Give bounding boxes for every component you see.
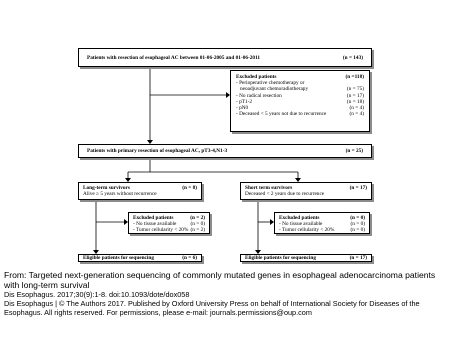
box-eligible-short-term <box>240 254 372 262</box>
excluded-long-term-title: Excluded patients <box>133 215 174 221</box>
excluded-long-term-count: (n = 2) <box>190 215 205 221</box>
eligible-short-term-count: (n = 17) <box>349 255 367 261</box>
figure-caption <box>4 270 448 317</box>
excluded-initial-count: (n =118) <box>345 74 364 80</box>
excluded-reason-label: - No tissue available <box>133 221 177 228</box>
excluded-reason-count: (n = 4) <box>349 105 364 112</box>
box-primary-resection <box>78 144 372 158</box>
excluded-reason-count: (n = 0) <box>350 227 365 234</box>
excluded-short-term-title: Excluded patients <box>279 215 320 221</box>
excluded-initial-title: Excluded patients <box>236 74 277 80</box>
long-term-count: (n = 8) <box>182 185 197 191</box>
long-term-description: Alive ≥ 5 years without recurrence <box>83 191 157 198</box>
caption-citation: Dis Esophagus. 2017;30(9):1-8. doi:10.1093/dote/dox058 <box>4 290 190 299</box>
short-term-count: (n = 17) <box>349 185 367 191</box>
box-excluded-initial <box>230 70 370 132</box>
excluded-reason-count: (n = 0) <box>190 221 205 228</box>
primary-resection-label: Patients with primary resection of esophageal AC, pT3-4,N1-3 <box>87 148 228 154</box>
excluded-reason-label: - Perioperative chemotherapy or <box>236 80 305 87</box>
all-patients-label: Patients with resection of esophageal AC between 01-06-2005 and 01-06-2011 <box>87 55 261 61</box>
short-term-title: Short term survivors <box>245 185 293 191</box>
excluded-reason-label: - No tissue available <box>279 221 323 228</box>
excluded-reason-count: (n = 2) <box>190 227 205 234</box>
eligible-long-term-count: (n = 6) <box>182 255 197 261</box>
primary-resection-row <box>87 148 363 154</box>
excluded-long-term-reason <box>133 227 205 233</box>
primary-resection-count: (n = 25) <box>345 148 363 154</box>
excluded-reason-label: - pT1-2 <box>236 98 253 105</box>
long-term-title: Long-term survivors <box>83 185 130 191</box>
box-excluded-long-term <box>128 212 210 234</box>
box-all-patients <box>78 48 372 67</box>
all-patients-row <box>87 55 363 61</box>
excluded-short-term-count: (n = 0) <box>350 215 365 221</box>
excluded-reason-row <box>236 111 364 117</box>
eligible-long-term-label: Eligible patients for sequencing <box>83 255 154 261</box>
box-eligible-long-term <box>78 254 202 262</box>
caption-from: From: Targeted next-generation sequencing of commonly mutated genes in esophageal adenocarcinoma patients with long-term survival <box>4 270 436 290</box>
eligible-long-term-row <box>83 255 197 262</box>
box-short-term-survivors <box>240 182 372 200</box>
excluded-reason-label: - Tumor cellularity < 20% <box>133 227 189 234</box>
excluded-reason-count: (n = 4) <box>349 111 364 118</box>
excluded-reason-count: (n = 0) <box>350 221 365 228</box>
all-patients-count: (n = 143) <box>342 55 363 61</box>
eligible-short-term-row <box>245 255 367 262</box>
box-long-term-survivors <box>78 182 202 200</box>
excluded-reason-count: (n = 75) <box>346 86 364 93</box>
caption-copyright: Dis Esophagus | © The Authors 2017. Published by Oxford University Press on behalf of International Society for Diseases of the Esophagus. All rights reserved. For permissions, please e-mail: journals.permissions@oup.com <box>4 299 420 317</box>
excluded-reason-count: (n = 18) <box>346 98 364 105</box>
excluded-reason-label: - Tumor cellularity < 20% <box>279 227 335 234</box>
excluded-reason-label: - Deceased < 5 years not due to recurrence <box>236 111 327 118</box>
short-term-description: Deceased < 2 years due to recurrence <box>245 191 325 198</box>
excluded-short-term-reason <box>279 227 365 233</box>
excluded-reason-label: - No radical resection <box>236 92 282 99</box>
excluded-reason-label: - pN0 <box>236 105 249 112</box>
box-excluded-short-term <box>274 212 370 234</box>
eligible-short-term-label: Eligible patients for sequencing <box>245 255 316 261</box>
excluded-reason-label: neoadjuvant chemoradiotherapy <box>240 86 309 93</box>
excluded-reason-count: (n = 17) <box>346 92 364 99</box>
